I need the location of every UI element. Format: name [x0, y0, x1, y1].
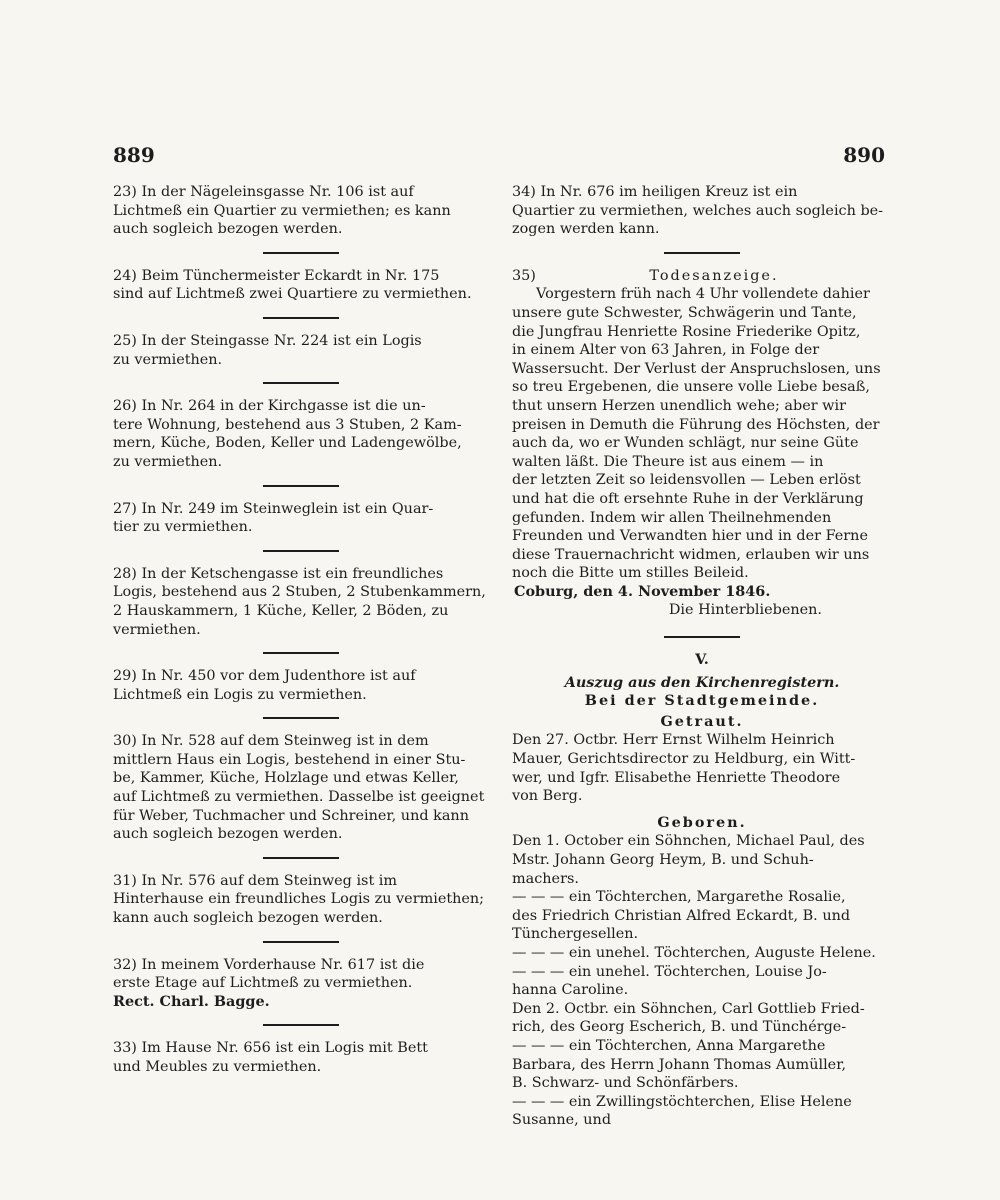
birth-record — [512, 888, 892, 944]
birth-record — [512, 963, 892, 1000]
death-notice-heading — [512, 267, 892, 286]
separator-rule — [263, 382, 339, 384]
death-notice-body — [512, 285, 892, 583]
record-line: — — — ein Zwillingstöchterchen, Elise Helene — [512, 1093, 852, 1110]
record-line: Den 1. October ein Söhnchen, Michael Paul, des — [512, 833, 865, 850]
married-heading: Getraut. — [660, 712, 744, 730]
birth-record — [512, 1093, 892, 1130]
record-line: hanna Caroline. — [512, 982, 629, 999]
birth-record — [512, 1000, 892, 1037]
page-number-right: 890 — [843, 143, 885, 167]
death-notice-line: der letzten Zeit so leidensvollen — Leben erlöst — [512, 472, 861, 489]
death-notice-line: die Jungfrau Henriette Rosine Friederike Opitz, — [512, 323, 861, 340]
notice-line: auf Lichtmeß zu vermiethen. Dasselbe ist geeignet — [113, 789, 485, 806]
death-notice-signature: Die Hinterbliebenen. — [668, 602, 822, 619]
notice-entry — [113, 1039, 488, 1076]
notice-line: be, Kammer, Küche, Holzlage und etwas Keller, — [113, 770, 459, 787]
notice-entry — [113, 565, 488, 639]
notice-line: 30) In Nr. 528 auf dem Steinweg ist in dem — [113, 733, 429, 750]
parish-heading: Bei der Stadtgemeinde. — [584, 692, 820, 710]
notice-entry — [113, 732, 488, 844]
notice-line: sind auf Lichtmeß zwei Quartiere zu vermiethen. — [113, 286, 472, 303]
record-line: von Berg. — [512, 788, 583, 805]
record-line: Susanne, und — [512, 1112, 612, 1129]
notice-line: vermiethen. — [113, 621, 201, 638]
separator-rule — [664, 636, 740, 638]
marriage-record — [512, 731, 892, 805]
dateline: Coburg, den 4. November 1846. — [514, 582, 771, 600]
notice-line: zu vermiethen. — [113, 453, 223, 470]
separator-rule — [263, 941, 339, 943]
notice-entry — [113, 332, 488, 369]
section-number: V. — [695, 651, 709, 669]
record-line: des Friedrich Christian Alfred Eckardt, B. und — [512, 907, 851, 924]
notice-entry — [113, 397, 488, 471]
record-line: machers. — [512, 870, 579, 887]
separator-rule — [263, 550, 339, 552]
notice-number: 35) — [512, 267, 536, 284]
death-notice-line: unsere gute Schwester, Schwägerin und Tante, — [512, 304, 857, 321]
death-notice-line: Wassersucht. Der Verlust der Anspruchslosen, uns — [512, 360, 881, 377]
notice-line: 34) In Nr. 676 im heiligen Kreuz ist ein — [512, 184, 798, 200]
death-notice-line: thut unsern Herzen unendlich wehe; aber wir — [512, 397, 846, 414]
notice-line: 31) In Nr. 576 auf dem Steinweg ist im — [113, 872, 398, 889]
notice-line: erste Etage auf Lichtmeß zu vermiethen. — [113, 975, 413, 992]
marriage-entry — [512, 731, 892, 805]
record-line: — — — ein unehel. Töchterchen, Auguste Helene. — [512, 944, 876, 961]
notice-line: mern, Küche, Boden, Keller und Ladengewölbe, — [113, 435, 462, 452]
notice-line: 28) In der Ketschengasse ist ein freundliches — [113, 565, 444, 582]
separator-rule — [263, 317, 339, 319]
birth-record — [512, 944, 892, 963]
notice-line: 29) In Nr. 450 vor dem Judenthore ist auf — [113, 668, 416, 685]
death-notice-title: Todesanzeige. — [649, 267, 779, 284]
notice-line: 32) In meinem Vorderhause Nr. 617 ist die — [113, 956, 425, 973]
separator-rule — [263, 252, 339, 254]
separator-rule — [263, 857, 339, 859]
record-line: Den 2. Octbr. ein Söhnchen, Carl Gottlieb Fried- — [512, 1000, 865, 1017]
death-notice-line: preisen in Demuth die Führung des Höchsten, der — [512, 416, 880, 433]
record-line: Mauer, Gerichtsdirector zu Heldburg, ein Witt- — [512, 751, 856, 768]
record-line: wer, und Igfr. Elisabethe Henriette Theodore — [512, 769, 841, 786]
born-heading: Geboren. — [657, 813, 747, 831]
birth-entries — [512, 832, 892, 1130]
death-notice-line: Vorgestern früh nach 4 Uhr vollendete dahier — [536, 286, 870, 303]
death-notice-line: walten läßt. Die Theure ist aus einem — in — [512, 453, 824, 470]
notice-entry — [113, 183, 488, 239]
record-line: rich, des Georg Escherich, B. und Tünchérge- — [512, 1019, 847, 1036]
notice-line: auch sogleich bezogen werden. — [113, 221, 343, 238]
record-line: B. Schwarz- und Schönfärbers. — [512, 1075, 739, 1092]
notice-line: Quartier zu vermiethen, welches auch sogleich be- — [512, 202, 884, 219]
death-notice-line: noch die Bitte um stilles Beileid. — [512, 565, 749, 582]
notice-line: 33) Im Hause Nr. 656 ist ein Logis mit Bett — [113, 1040, 428, 1057]
record-line: — — — ein Töchterchen, Anna Margarethe — [512, 1037, 826, 1054]
record-line: Den 27. Octbr. Herr Ernst Wilhelm Heinrich — [512, 732, 835, 749]
notice-34 — [512, 183, 892, 239]
notice-entry — [113, 956, 488, 1012]
notice-line: Lichtmeß ein Logis zu vermiethen. — [113, 686, 367, 703]
notice-line: 24) Beim Tünchermeister Eckardt in Nr. 175 — [113, 267, 440, 284]
separator-rule — [664, 252, 740, 254]
right-column — [512, 183, 892, 1130]
notice-line: Lichtmeß ein Quartier zu vermiethen; es kann — [113, 202, 451, 219]
notice-entry — [113, 667, 488, 704]
notice-signature: Rect. Charl. Bagge. — [113, 992, 270, 1010]
notice-line: Logis, bestehend aus 2 Stuben, 2 Stubenkammern, — [113, 584, 486, 601]
notice-line: 26) In Nr. 264 in der Kirchgasse ist die un- — [113, 398, 426, 415]
death-notice-line: so treu Ergebenen, die unsere volle Liebe besaß, — [512, 379, 870, 396]
notice-line: kann auch sogleich bezogen werden. — [113, 910, 383, 927]
death-notice — [512, 267, 892, 620]
notice-line: Hinterhause ein freundliches Logis zu vermiethen; — [113, 891, 485, 908]
record-line: Barbara, des Herrn Johann Thomas Aumüller, — [512, 1056, 847, 1073]
separator-rule — [263, 1024, 339, 1026]
death-notice-line: und hat die oft ersehnte Ruhe in der Verklärung — [512, 490, 864, 507]
notice-line: 25) In der Steingasse Nr. 224 ist ein Logis — [113, 332, 422, 349]
death-notice-line: in einem Alter von 63 Jahren, in Folge der — [512, 342, 820, 359]
separator-rule — [263, 652, 339, 654]
notice-line: 2 Hauskammern, 1 Küche, Keller, 2 Böden, zu — [113, 602, 449, 619]
notice-line: zogen werden kann. — [512, 221, 660, 238]
record-line: Mstr. Johann Georg Heym, B. und Schuh- — [512, 852, 814, 868]
notice-entry — [113, 500, 488, 537]
notice-line: 27) In Nr. 249 im Steinweglein ist ein Quar- — [113, 500, 434, 517]
death-notice-line: diese Trauernachricht widmen, erlauben wir uns — [512, 546, 870, 563]
notice-entry — [113, 267, 488, 304]
separator-rule — [263, 485, 339, 487]
notice-line: 23) In der Nägeleinsgasse Nr. 106 ist auf — [113, 184, 414, 200]
notice-line: tere Wohnung, bestehend aus 3 Stuben, 2 Kam- — [113, 416, 462, 433]
notice-line: mittlern Haus ein Logis, bestehend in einer Stu- — [113, 751, 466, 768]
birth-record — [512, 832, 892, 888]
notice-line: für Weber, Tuchmacher und Schreiner, und kann — [113, 807, 469, 824]
death-notice-line: auch da, wo er Wunden schlägt, nur seine Güte — [512, 435, 859, 452]
notice-entry — [113, 872, 488, 928]
notice-line: und Meubles zu vermiethen. — [113, 1059, 322, 1075]
section-title: Auszug aus den Kirchenregistern. — [564, 673, 840, 691]
notice-line: tier zu vermiethen. — [113, 519, 253, 536]
death-notice-line: gefunden. Indem wir allen Theilnehmenden — [512, 509, 832, 526]
page-number-left: 889 — [113, 143, 155, 167]
left-column — [113, 183, 488, 1077]
birth-record — [512, 1037, 892, 1093]
separator-rule — [263, 717, 339, 719]
record-line: — — — ein unehel. Töchterchen, Louise Jo- — [512, 963, 827, 980]
notice-line: auch sogleich bezogen werden. — [113, 826, 343, 843]
record-line: Tünchergesellen. — [512, 926, 639, 943]
notice-line: zu vermiethen. — [113, 351, 223, 368]
record-line: — — — ein Töchterchen, Margarethe Rosalie, — [512, 889, 846, 906]
death-notice-line: Freunden und Verwandten hier und in der Ferne — [512, 528, 868, 545]
